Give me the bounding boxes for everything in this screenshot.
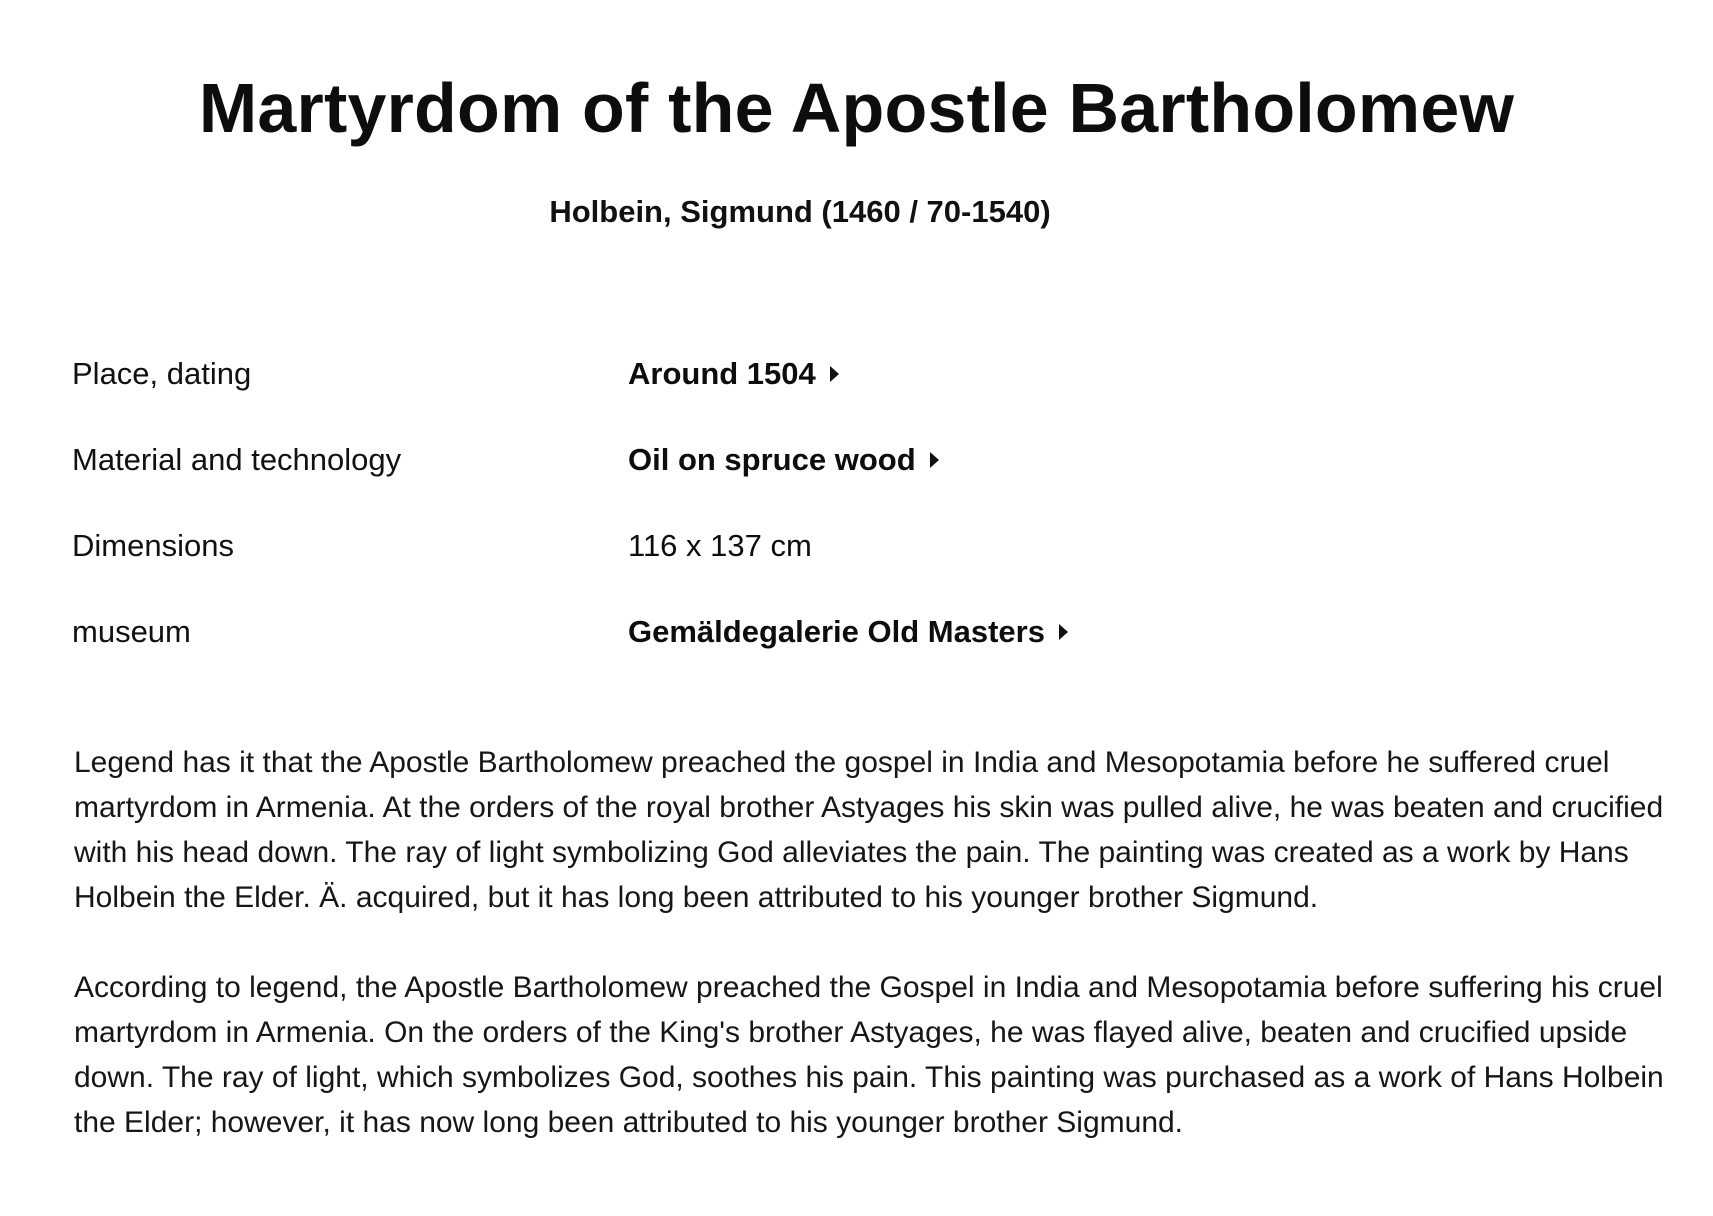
detail-row-museum [72,612,1632,698]
detail-value-material-technology: Oil on spruce wood [628,442,916,477]
detail-label-material-technology: Material and technology [72,442,402,477]
description-paragraph: According to legend, the Apostle Bartholomew preached the Gospel in India and Mesopotamia before suffering his cruel martyrdom in Armenia. On the orders of the King's brother Astyages, he was flayed alive, beaten and crucified upside down. The ray of light, which symbolizes God, soothes his pain. This painting was purchased as a work of Hans Holbein the Elder; however, it has now long been attributed to his younger brother Sigmund. [74,971,1664,1139]
caret-right-icon [930,452,939,468]
detail-value-place-dating: Around 1504 [628,356,816,391]
detail-value-dimensions: 116 x 137 cm [628,528,812,563]
detail-label-dimensions: Dimensions [72,528,234,563]
detail-row-material-technology [72,440,1632,526]
detail-label-place-dating: Place, dating [72,356,252,391]
caret-right-icon [1059,624,1068,640]
description-paragraph: Legend has it that the Apostle Bartholomew preached the gospel in India and Mesopotamia before he suffered cruel martyrdom in Armenia. At the orders of the royal brother Astyages his skin was pulled alive, he was beaten and crucified with his head down. The ray of light symbolizing God alleviates the pain. The painting was created as a work by Hans Holbein the Elder. Ä. acquired, but it has long been attributed to his younger brother Sigmund. [74,746,1664,914]
page-title: Martyrdom of the Apostle Bartholomew [198,69,1515,147]
detail-label-museum: museum [72,614,191,649]
artist-name: Holbein, Sigmund (1460 / 70-1540) [549,194,1051,229]
detail-value-museum: Gemäldegalerie Old Masters [628,614,1045,649]
detail-row-place-dating [72,354,1632,440]
detail-link-material-technology[interactable] [628,440,939,480]
detail-link-place-dating[interactable] [628,354,839,394]
detail-row-dimensions [72,526,1632,612]
detail-link-museum[interactable] [628,612,1068,652]
artwork-description [74,740,1684,1190]
caret-right-icon [830,366,839,382]
artwork-details-table [72,354,1632,698]
